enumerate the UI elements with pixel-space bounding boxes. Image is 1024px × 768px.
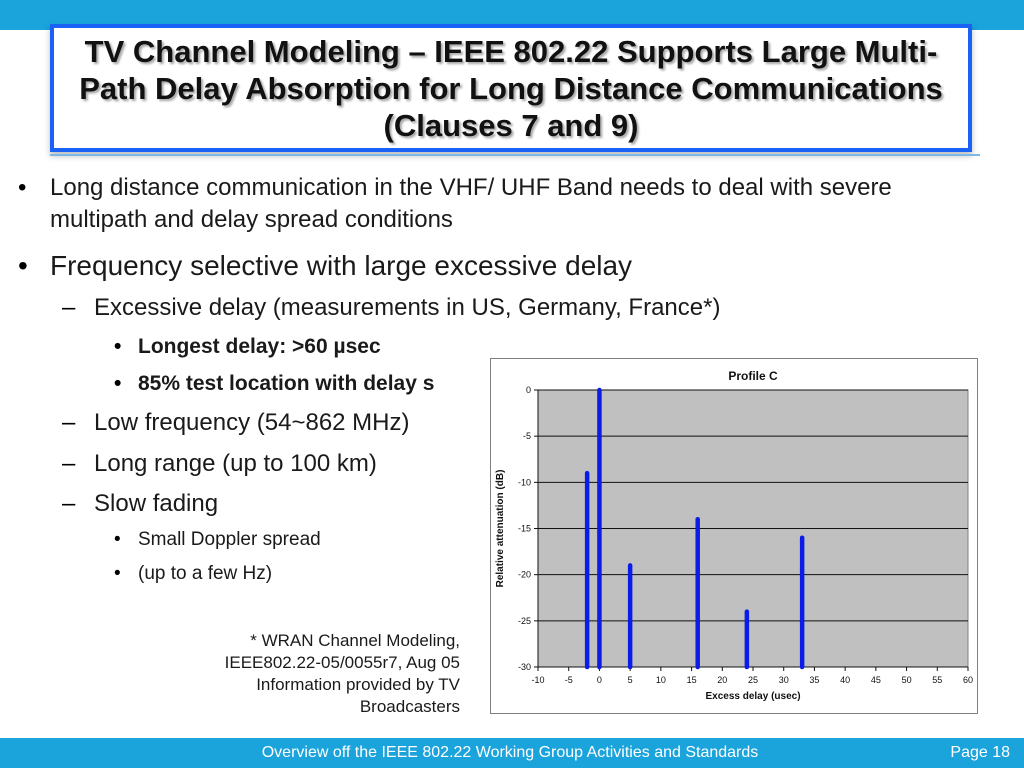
y-axis-label: Relative attenuation (dB) bbox=[495, 469, 506, 588]
footnote-line: Broadcasters bbox=[359, 697, 460, 716]
profile-c-chart bbox=[490, 358, 978, 714]
sub-slow-fading: Slow fading bbox=[94, 490, 219, 517]
title-divider bbox=[50, 154, 980, 156]
x-tick-label: 50 bbox=[901, 675, 912, 685]
y-tick-label: -10 bbox=[517, 477, 531, 488]
bullet-marker: • bbox=[114, 335, 122, 358]
y-tick-label: -5 bbox=[522, 431, 531, 442]
bullet-marker: • bbox=[18, 174, 27, 201]
footer-text: Overview off the IEEE 802.22 Working Group Activities and Standards bbox=[261, 744, 759, 761]
y-tick-label: 0 bbox=[525, 385, 531, 395]
footnote-line: Information provided by TV bbox=[256, 675, 460, 694]
page-number: Page 18 bbox=[950, 744, 1010, 761]
title-box bbox=[50, 24, 972, 152]
sub-longest-delay: Longest delay: >60 µsec bbox=[138, 335, 381, 358]
x-tick-label: 15 bbox=[686, 675, 697, 685]
dash-marker: – bbox=[62, 294, 76, 321]
sub-excessive-delay: Excessive delay (measurements in US, Germany, France*) bbox=[94, 294, 721, 321]
sub-few-hz: (up to a few Hz) bbox=[138, 563, 273, 584]
x-tick-label: -10 bbox=[531, 675, 545, 685]
y-tick-label: -25 bbox=[517, 615, 531, 626]
footnote-line: * WRAN Channel Modeling, bbox=[250, 631, 460, 650]
x-tick-label: 0 bbox=[596, 675, 602, 685]
y-tick-label: -20 bbox=[517, 569, 531, 580]
x-tick-label: 10 bbox=[655, 675, 666, 685]
sub-long-range: Long range (up to 100 km) bbox=[94, 450, 377, 477]
x-tick-label: 60 bbox=[962, 675, 974, 685]
bullet-marker: • bbox=[114, 529, 121, 550]
x-tick-label: 45 bbox=[870, 675, 881, 685]
x-tick-label: 5 bbox=[627, 675, 633, 685]
dash-marker: – bbox=[62, 450, 76, 477]
x-tick-label: 40 bbox=[840, 675, 851, 685]
sub-low-frequency: Low frequency (54~862 MHz) bbox=[94, 409, 410, 436]
slide-title: TV Channel Modeling – IEEE 802.22 Supports Large Multi-Path Delay Absorption for Long Distance Communications (Clauses 7 and 9) bbox=[79, 33, 943, 143]
y-tick-label: -30 bbox=[517, 662, 531, 672]
x-tick-label: 35 bbox=[809, 675, 820, 685]
x-tick-label: 25 bbox=[747, 675, 759, 685]
bullet-long-distance: Long distance communication in the VHF/ UHF Band needs to deal with severe multipath and delay spread conditions bbox=[50, 174, 892, 233]
dash-marker: – bbox=[62, 490, 76, 517]
footnote bbox=[160, 630, 460, 718]
x-tick-label: 55 bbox=[932, 675, 943, 685]
chart-title: Profile C bbox=[728, 369, 778, 383]
x-axis-label: Excess delay (usec) bbox=[705, 691, 801, 702]
sub-doppler-spread: Small Doppler spread bbox=[138, 529, 321, 550]
x-tick-label: 30 bbox=[778, 675, 789, 685]
bullet-marker: • bbox=[114, 563, 121, 584]
y-tick-label: -15 bbox=[517, 523, 531, 534]
bullet-frequency-selective: Frequency selective with large excessive delay bbox=[50, 250, 633, 281]
footnote-line: IEEE802.22-05/0055r7, Aug 05 bbox=[224, 653, 460, 672]
bullet-marker: • bbox=[18, 250, 28, 281]
bullet-marker: • bbox=[114, 372, 122, 395]
dash-marker: – bbox=[62, 409, 76, 436]
x-tick-label: 20 bbox=[717, 675, 728, 685]
x-tick-label: -5 bbox=[564, 675, 573, 685]
sub-test-location: 85% test location with delay s bbox=[138, 372, 435, 395]
